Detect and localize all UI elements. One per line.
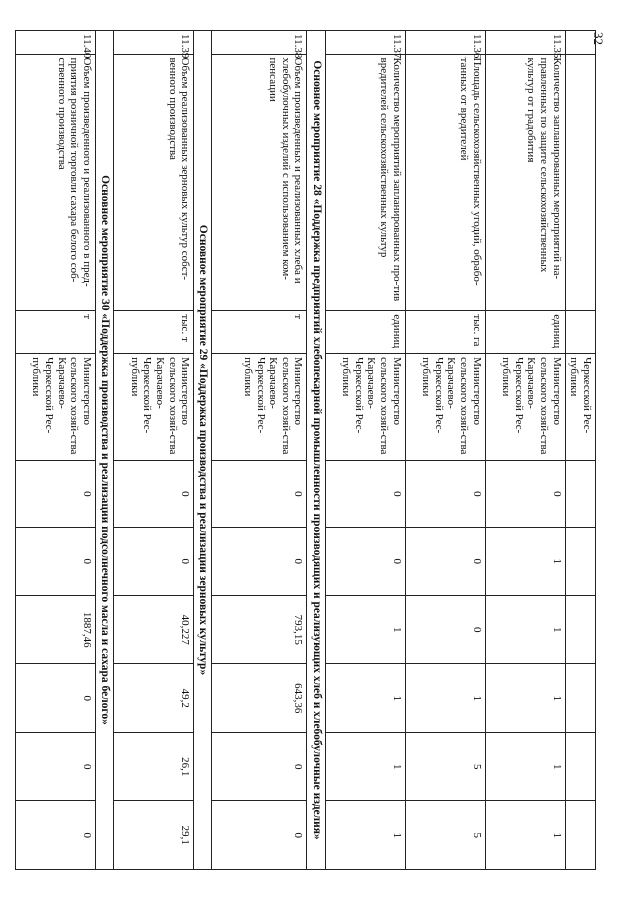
value-cell: 0	[16, 664, 96, 732]
value-cell: 0	[212, 801, 307, 870]
row-number: 11.39	[114, 31, 194, 55]
table-row	[405, 31, 485, 870]
indicator-name: Количество запланированных мероприятий на-правленных по защите сельскохозяйственных культур от градобития	[485, 54, 565, 311]
row-number: 11.38	[212, 31, 307, 55]
executor: Министерство сельского хозяй-ства Карачаево-Черкесской Рес-публики	[485, 354, 565, 461]
indicator-name: Объем произведенного и реализованного в пред-приятия розничной торговли сахара белого соб-ственного производства	[16, 54, 96, 311]
unit: т	[212, 311, 307, 354]
value-cell: 1	[485, 527, 565, 595]
table-row	[114, 31, 194, 870]
indicator-name: Площадь сельскохозяйственных угодий, обрабо-танных от вредителей	[405, 54, 485, 311]
unit: тыс. т	[114, 311, 194, 354]
value-cell: 0	[405, 461, 485, 527]
value-cell: 40,227	[114, 595, 194, 663]
executor: Министерство сельского хозяй-ства Карачаево-Черкесской Рес-публики	[212, 354, 307, 461]
section-heading: Основное мероприятие 28 «Поддержка предприятий хлебопекарной промышленности производящих и реализующих хлеб и хлебобулочные изделия»	[307, 31, 325, 870]
indicator-name: Объем произведенных и реализованных хлеба и хлебобулочных изделий с использованием ком-пенсации	[212, 54, 307, 311]
value-cell: 643,36	[212, 664, 307, 732]
value-cell: 793,15	[212, 595, 307, 663]
value-cell: 0	[485, 461, 565, 527]
value-cell: 1	[485, 732, 565, 800]
value-cell: 1	[485, 664, 565, 732]
section-heading-row	[194, 31, 212, 870]
executor: Министерство сельского хозяй-ства Карачаево-Черкесской Рес-публики	[114, 354, 194, 461]
value-cell: 0	[16, 527, 96, 595]
indicator-name: Количество мероприятий запланированных про-тив вредителей сельскохозяйственных культур	[325, 54, 405, 311]
unit: т	[16, 311, 96, 354]
value-cell: 1	[485, 801, 565, 870]
row-number: 11.35	[485, 31, 565, 55]
unit: единиц	[485, 311, 565, 354]
value-cell: 1	[485, 595, 565, 663]
value-cell: 0	[212, 527, 307, 595]
value-cell: 0	[114, 527, 194, 595]
value-cell: 49,2	[114, 664, 194, 732]
value-cell: 1	[325, 801, 405, 870]
value-cell: 0	[114, 461, 194, 527]
executor: Министерство сельского хозяй-ства Карачаево-Черкесской Рес-публики	[325, 354, 405, 461]
section-heading-row	[96, 31, 114, 870]
value-cell: 0	[325, 527, 405, 595]
section-heading-row	[307, 31, 325, 870]
row-number: 11.40	[16, 31, 96, 55]
indicator-name: Объем реализованных зерновых культур собст-венного производства	[114, 54, 194, 311]
executor: Министерство сельского хозяй-ства Карачаево-Черкесской Рес-публики	[16, 354, 96, 461]
section-heading: Основное мероприятие 30 «Поддержка производства и реализации подсолнечного масла и сахара белого»	[96, 31, 114, 870]
value-cell: 26,1	[114, 732, 194, 800]
value-cell: 5	[405, 732, 485, 800]
value-cell: 1	[325, 595, 405, 663]
value-cell: 0	[325, 461, 405, 527]
executor: Черкесской Рес-публики	[565, 354, 595, 461]
value-cell: 0	[16, 732, 96, 800]
value-cell: 1887,46	[16, 595, 96, 663]
value-cell: 1	[325, 664, 405, 732]
value-cell: 0	[212, 732, 307, 800]
rotated-table-page	[30, 30, 596, 870]
table-row	[16, 31, 96, 870]
value-cell: 0	[405, 595, 485, 663]
table-row	[485, 31, 565, 870]
unit: единиц	[325, 311, 405, 354]
value-cell: 29,1	[114, 801, 194, 870]
table-row	[325, 31, 405, 870]
value-cell: 0	[212, 461, 307, 527]
executor: Министерство сельского хозяй-ства Карачаево-Черкесской Рес-публики	[405, 354, 485, 461]
value-cell: 0	[405, 527, 485, 595]
table-row	[212, 31, 307, 870]
section-heading: Основное мероприятие 29 «Поддержка производства и реализации зерновых культур»	[194, 31, 212, 870]
page-number: 32	[591, 32, 606, 45]
table-row	[565, 31, 595, 870]
row-number: 11.37	[325, 31, 405, 55]
value-cell: 1	[405, 664, 485, 732]
value-cell: 0	[16, 801, 96, 870]
row-number: 11.36	[405, 31, 485, 55]
value-cell: 5	[405, 801, 485, 870]
value-cell: 1	[325, 732, 405, 800]
value-cell: 0	[16, 461, 96, 527]
indicators-table	[15, 30, 596, 870]
unit: тыс. га	[405, 311, 485, 354]
